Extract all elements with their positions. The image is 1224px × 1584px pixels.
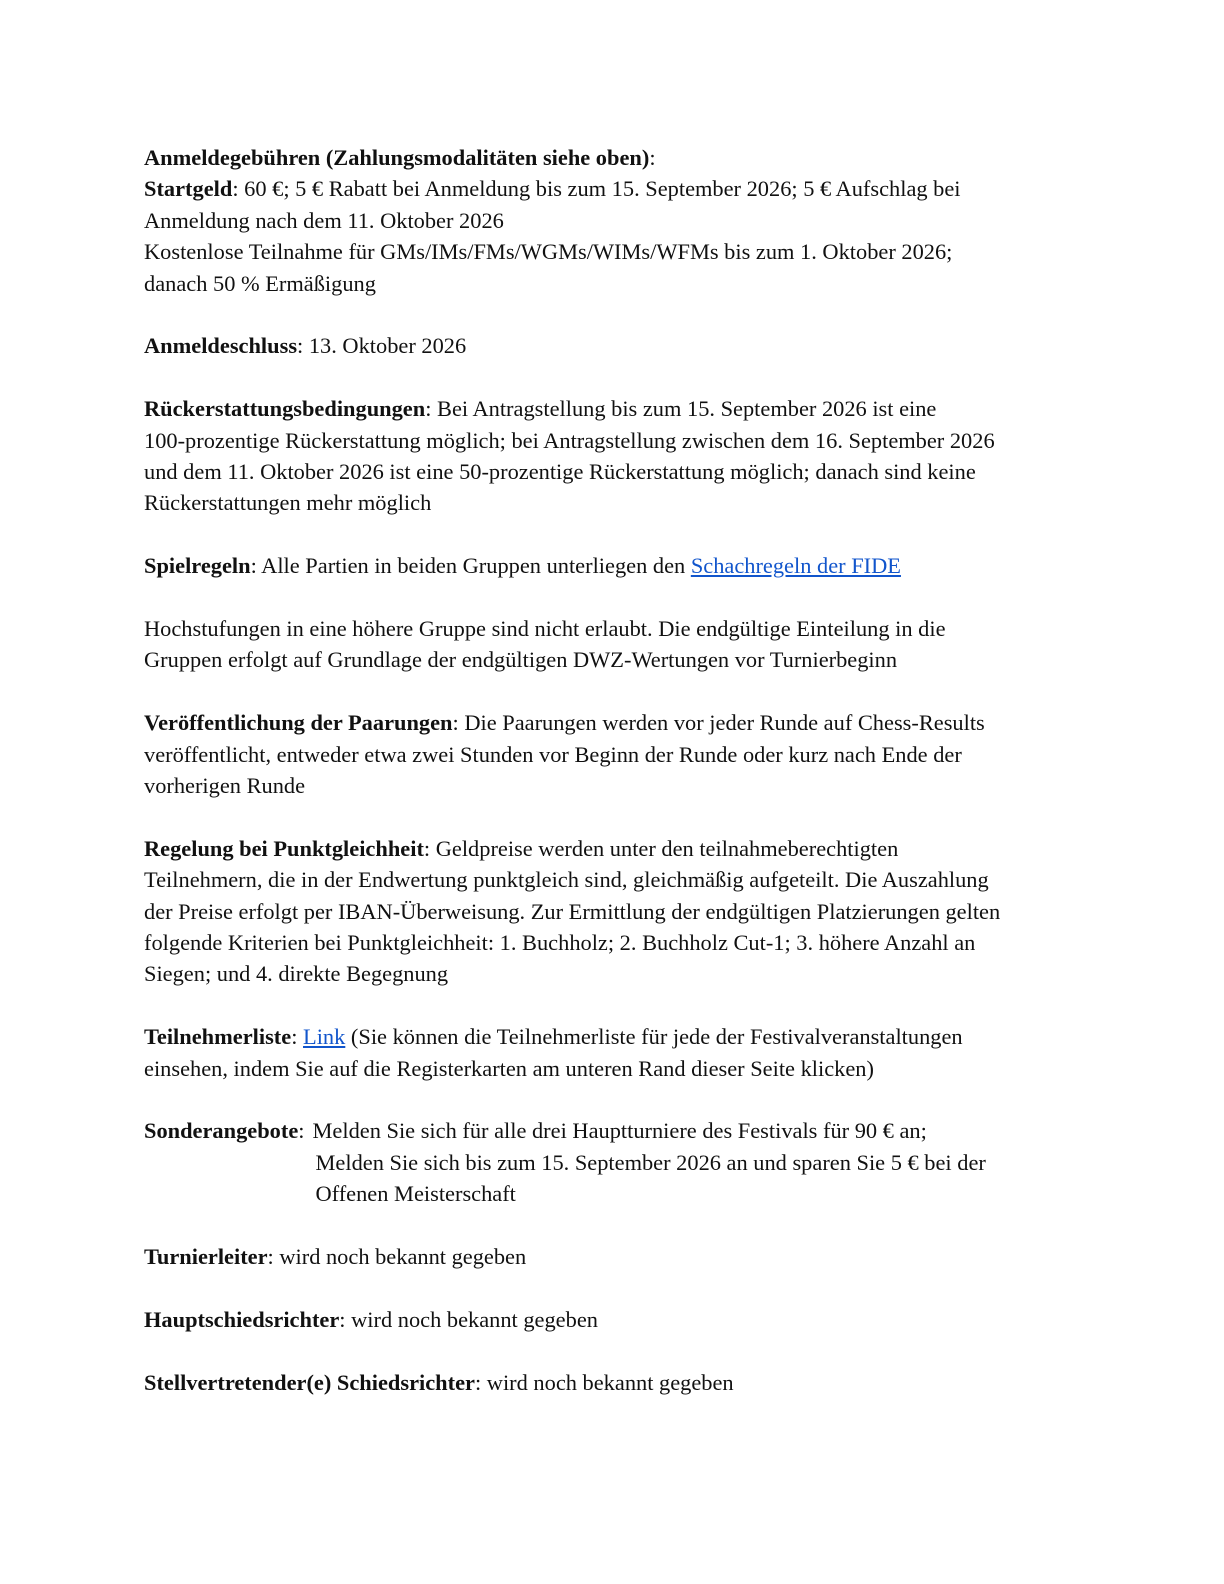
pairings-section xyxy=(144,707,1084,801)
refund-line-4: Rückerstattungen mehr möglich xyxy=(144,490,432,516)
tiebreak-line-5: Siegen; und 4. direkte Begegnung xyxy=(144,961,449,987)
startgeld-label: Startgeld xyxy=(144,176,233,202)
groups-section xyxy=(144,613,1084,676)
pairings-line-3: vorherigen Runde xyxy=(144,773,306,799)
offers-line-3: Offenen Meisterschaft xyxy=(315,1181,516,1207)
tiebreak-line-4: folgende Kriterien bei Punktgleichheit: 1. Buchholz; 2. Buchholz Cut-1; 3. höhere Anzahl an xyxy=(144,930,976,956)
refund-label: Rückerstattungsbedingungen xyxy=(144,396,426,422)
offers-label: Sonderangebote xyxy=(144,1118,299,1144)
participants-text-1: (Sie können die Teilnehmerliste für jede der Festivalveranstaltungen xyxy=(345,1024,963,1050)
rules-section xyxy=(144,550,1084,581)
chief-arbiter-label: Hauptschiedsrichter xyxy=(144,1306,340,1332)
tiebreak-line-1 xyxy=(144,833,1084,864)
offers-line-1: Melden Sie sich für alle drei Hauptturniere des Festivals für 90 € an; xyxy=(312,1118,927,1144)
deadline-section xyxy=(144,330,1084,361)
deputy-arbiter-text: : wird noch bekannt gegeben xyxy=(474,1369,734,1395)
participants-section xyxy=(144,1021,1084,1084)
refund-line-1 xyxy=(144,393,1084,424)
pairings-text-1: : Die Paarungen werden vor jeder Runde auf Chess-Results xyxy=(452,710,985,736)
participants-colon: : xyxy=(291,1024,304,1050)
refund-section xyxy=(144,393,1084,519)
participants-label: Teilnehmerliste xyxy=(144,1024,292,1050)
chief-arbiter-section xyxy=(144,1304,1084,1335)
participants-line-1 xyxy=(144,1021,1084,1052)
offers-label-wrap xyxy=(144,1115,305,1209)
tiebreak-section xyxy=(144,833,1084,990)
chief-arbiter-text: : wird noch bekannt gegeben xyxy=(339,1306,598,1332)
fees-section xyxy=(144,142,1084,299)
refund-text-1: : Bei Antragstellung bis zum 15. September 2026 ist eine xyxy=(425,396,937,422)
director-section xyxy=(144,1241,1084,1272)
deputy-arbiter-label: Stellvertretender(e) Schiedsrichter xyxy=(144,1369,475,1395)
startgeld-text-1: : 60 €; 5 € Rabatt bei Anmeldung bis zum 15. September 2026; 5 € Aufschlag bei xyxy=(232,176,961,202)
deadline-label: Anmeldeschluss xyxy=(144,333,298,359)
offers-line-2: Melden Sie sich bis zum 15. September 2026 an und sparen Sie 5 € bei der xyxy=(315,1149,986,1175)
offers-colon: : xyxy=(298,1118,305,1144)
deadline-text: : 13. Oktober 2026 xyxy=(297,333,467,359)
chief-arbiter-line xyxy=(144,1304,1084,1335)
deadline-line xyxy=(144,330,1084,361)
director-line xyxy=(144,1241,1084,1272)
participants-line-2: einsehen, indem Sie auf die Registerkarten am unteren Rand dieser Seite klicken) xyxy=(144,1055,874,1081)
startgeld-line-1 xyxy=(144,173,1084,204)
tiebreak-text-1: : Geldpreise werden unter den teilnahmeberechtigten xyxy=(423,835,899,861)
deputy-arbiter-section xyxy=(144,1367,1084,1398)
pairings-label: Veröffentlichung der Paarungen xyxy=(144,710,453,736)
offers-section xyxy=(144,1115,1084,1209)
groups-line-2: Gruppen erfolgt auf Grundlage der endgültigen DWZ-Wertungen vor Turnierbeginn xyxy=(144,647,898,673)
tiebreak-line-2: Teilnehmern, die in der Endwertung punktgleich sind, gleichmäßig aufgeteilt. Die Auszahlung xyxy=(144,867,989,893)
rules-label: Spielregeln xyxy=(144,553,251,579)
deputy-arbiter-line xyxy=(144,1367,1084,1398)
rules-line xyxy=(144,550,1084,581)
rules-text: : Alle Partien in beiden Gruppen unterliegen den xyxy=(250,553,691,579)
participants-link[interactable]: Link xyxy=(303,1024,346,1050)
free-entry-line-2: danach 50 % Ermäßigung xyxy=(144,270,376,296)
tiebreak-label: Regelung bei Punktgleichheit xyxy=(144,835,424,861)
groups-line-1: Hochstufungen in eine höhere Gruppe sind nicht erlaubt. Die endgültige Einteilung in die xyxy=(144,616,946,642)
director-label: Turnierleiter xyxy=(144,1244,268,1270)
offers-body xyxy=(305,1115,986,1209)
fees-heading: Anmeldegebühren (Zahlungsmodalitäten siehe oben) xyxy=(144,145,650,170)
fees-heading-line xyxy=(144,142,1084,173)
refund-line-3: und dem 11. Oktober 2026 ist eine 50-prozentige Rückerstattung möglich; danach sind keine xyxy=(144,459,976,485)
fide-rules-link[interactable]: Schachregeln der FIDE xyxy=(690,553,901,579)
startgeld-line-2: Anmeldung nach dem 11. Oktober 2026 xyxy=(144,207,504,233)
free-entry-line-1: Kostenlose Teilnahme für GMs/IMs/FMs/WGMs/WIMs/WFMs bis zum 1. Oktober 2026; xyxy=(144,239,953,265)
document-page xyxy=(144,142,1084,1398)
tiebreak-line-3: der Preise erfolgt per IBAN-Überweisung. Zur Ermittlung der endgültigen Platzierungen gelten xyxy=(144,898,1001,924)
refund-line-2: 100-prozentige Rückerstattung möglich; bei Antragstellung zwischen dem 16. September 2026 xyxy=(144,427,995,453)
pairings-line-2: veröffentlicht, entweder etwa zwei Stunden vor Beginn der Runde oder kurz nach Ende der xyxy=(144,741,962,767)
director-text: : wird noch bekannt gegeben xyxy=(267,1244,527,1270)
fees-heading-colon: : xyxy=(649,145,656,170)
pairings-line-1 xyxy=(144,707,1084,738)
